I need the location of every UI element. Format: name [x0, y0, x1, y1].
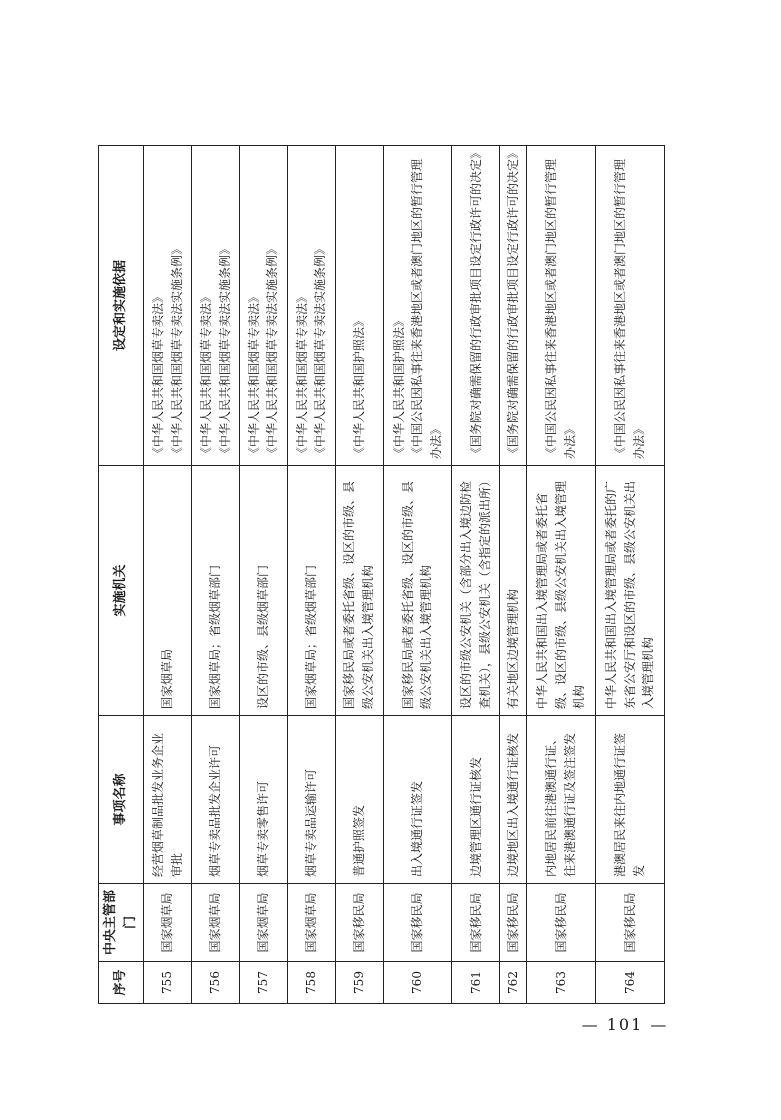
row-number: 760 [383, 962, 452, 1004]
table-row [527, 146, 596, 1004]
basis-line: 《中国公民因私事往来香港地区或者澳门地区的暂行管理办法》 [613, 158, 646, 459]
row-agency: 国家烟草局；省级烟草部门 [287, 466, 335, 716]
row-number: 763 [527, 962, 596, 1004]
row-agency: 国家移民局或者委托省级、设区的市级、县级公安机关出入境管理机构 [335, 466, 383, 716]
row-number: 761 [452, 962, 500, 1004]
row-agency: 中华人民共和国出入境管理局或者委托省级、设区的市级、县级公安机关出入境管理机构 [527, 466, 596, 716]
rotated-page [98, 146, 665, 1004]
row-agency: 中华人民共和国出入境管理局或者委托的广东省公安厅和设区的市级、县级公安机关出入境管理机构 [595, 466, 664, 716]
row-number: 756 [192, 962, 240, 1004]
basis-line: 《中华人民共和国烟草专卖法》 [151, 290, 166, 459]
table-row [595, 146, 664, 1004]
row-basis [527, 146, 596, 466]
row-item-name: 普通护照签发 [335, 716, 383, 884]
header-basis: 设定和实施依据 [99, 146, 144, 466]
basis-line: 《中华人民共和国烟草专卖法》 [294, 290, 309, 459]
table-row [287, 146, 335, 1004]
basis-line: 《国务院对确需保留的行政审批项目设定行政许可的决定》 [505, 146, 520, 459]
header-dept: 中央主管部门 [99, 884, 144, 962]
table-row [383, 146, 452, 1004]
row-item-name: 内地居民前往港澳通行证、往来港澳通行证及签注签发 [527, 716, 596, 884]
header-item: 事项名称 [99, 716, 144, 884]
row-department: 国家烟草局 [144, 884, 192, 962]
table-row [239, 146, 287, 1004]
row-number: 764 [595, 962, 664, 1004]
row-number: 755 [144, 962, 192, 1004]
basis-line: 《中华人民共和国护照法》 [351, 314, 366, 459]
basis-line: 《中华人民共和国烟草专卖法》 [246, 290, 261, 459]
row-basis [287, 146, 335, 466]
row-agency: 设区的市级、县级烟草部门 [239, 466, 287, 716]
row-basis [239, 146, 287, 466]
row-basis [144, 146, 192, 466]
table-header-row [99, 146, 144, 1004]
row-item-name: 港澳居民来往内地通行证签发 [595, 716, 664, 884]
row-item-name: 烟草专卖品运输许可 [287, 716, 335, 884]
row-number: 762 [500, 962, 527, 1004]
row-agency: 国家移民局或者委托省级、设区的市级、县级公安机关出入境管理机构 [383, 466, 452, 716]
basis-line: 《中华人民共和国烟草专卖法实施条例》 [313, 242, 328, 459]
row-number: 759 [335, 962, 383, 1004]
basis-line: 《中华人民共和国烟草专卖法》 [198, 290, 213, 459]
page-number: — 101 — [581, 1015, 669, 1034]
table-row [335, 146, 383, 1004]
row-department: 国家移民局 [595, 884, 664, 962]
row-basis [192, 146, 240, 466]
basis-line: 《中国公民因私事往来香港地区或者澳门地区的暂行管理办法》 [410, 158, 443, 459]
table-row [144, 146, 192, 1004]
row-agency: 国家烟草局 [144, 466, 192, 716]
row-number: 757 [239, 962, 287, 1004]
row-department: 国家移民局 [335, 884, 383, 962]
row-basis [383, 146, 452, 466]
row-department: 国家烟草局 [239, 884, 287, 962]
row-item-name: 经营烟草制品批发业务企业审批 [144, 716, 192, 884]
basis-line: 《中华人民共和国烟草专卖法实施条例》 [217, 242, 232, 459]
row-department: 国家烟草局 [192, 884, 240, 962]
row-department: 国家移民局 [383, 884, 452, 962]
row-item-name: 烟草专卖品批发企业许可 [192, 716, 240, 884]
basis-line: 《中华人民共和国护照法》 [391, 314, 406, 459]
row-department: 国家移民局 [452, 884, 500, 962]
table-body [144, 146, 665, 1004]
approval-items-table [98, 145, 665, 1004]
row-agency: 国家烟草局；省级烟草部门 [192, 466, 240, 716]
row-department: 国家烟草局 [287, 884, 335, 962]
row-item-name: 出入境通行证签发 [383, 716, 452, 884]
row-agency: 设区的市级公安机关（含部分出入境边防检查机关），县级公安机关（含指定的派出所） [452, 466, 500, 716]
header-agency: 实施机关 [99, 466, 144, 716]
row-item-name: 烟草专卖零售许可 [239, 716, 287, 884]
table-row [452, 146, 500, 1004]
row-item-name: 边境管理区通行证核发 [452, 716, 500, 884]
table-row [192, 146, 240, 1004]
table-row [500, 146, 527, 1004]
row-basis [335, 146, 383, 466]
row-agency: 有关地区边境管理机构 [500, 466, 527, 716]
basis-line: 《中国公民因私事往来香港地区或者澳门地区的暂行管理办法》 [544, 158, 577, 459]
basis-line: 《国务院对确需保留的行政审批项目设定行政许可的决定》 [468, 146, 483, 459]
row-number: 758 [287, 962, 335, 1004]
row-department: 国家移民局 [527, 884, 596, 962]
row-basis [595, 146, 664, 466]
row-basis [452, 146, 500, 466]
header-no: 序号 [99, 962, 144, 1004]
row-item-name: 边境地区出入境通行证核发 [500, 716, 527, 884]
basis-line: 《中华人民共和国烟草专卖法实施条例》 [265, 242, 280, 459]
row-basis [500, 146, 527, 466]
basis-line: 《中华人民共和国烟草专卖法实施条例》 [169, 242, 184, 459]
row-department: 国家移民局 [500, 884, 527, 962]
